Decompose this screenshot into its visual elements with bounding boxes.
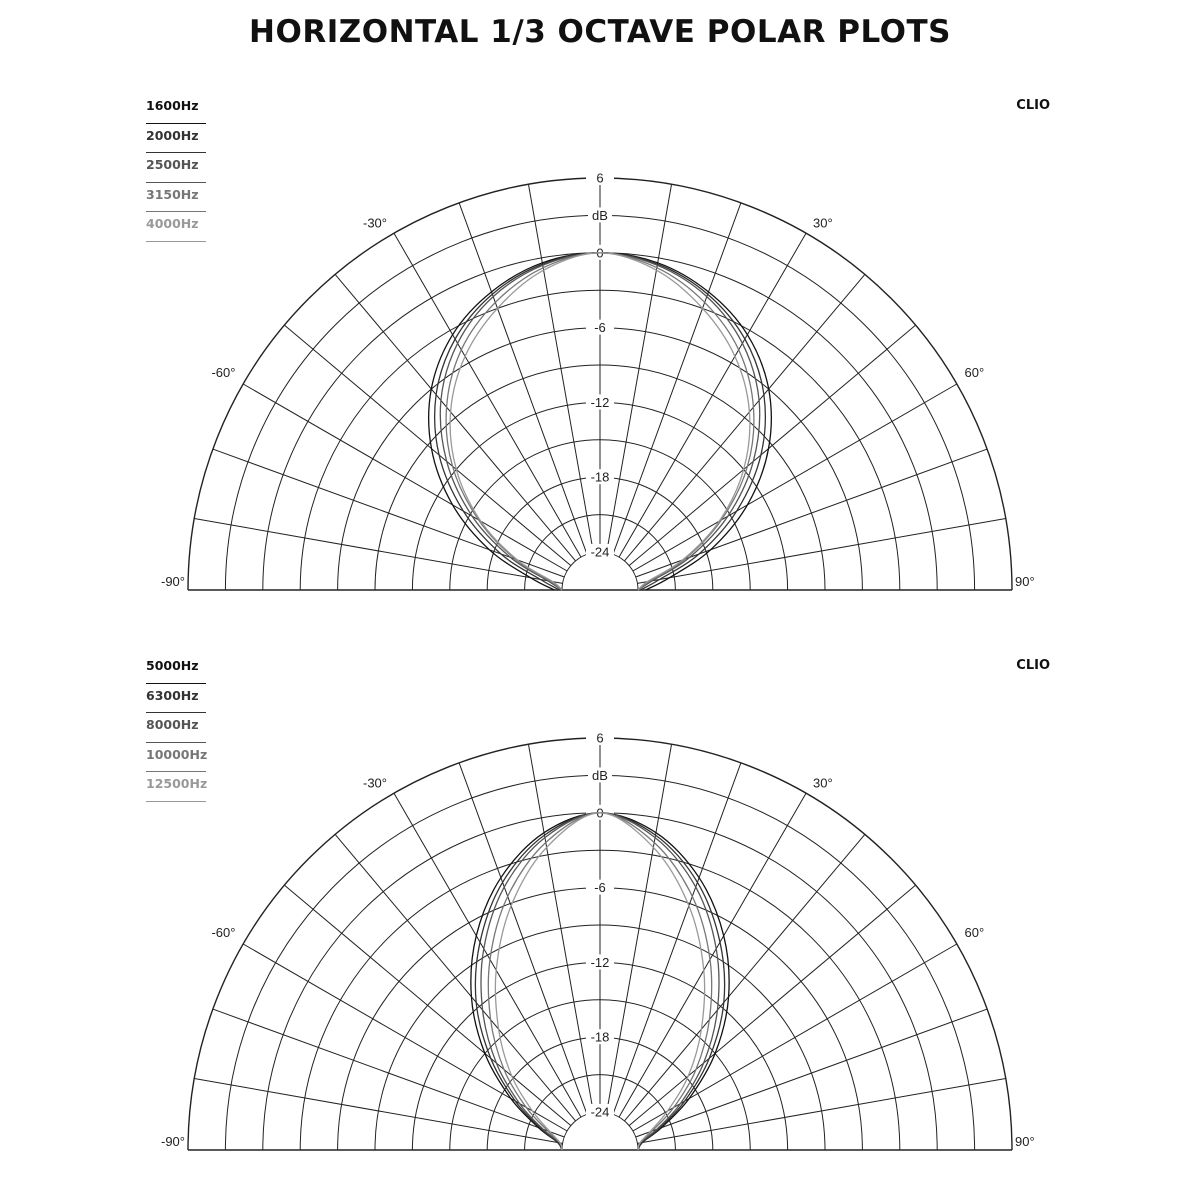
grid-spoke	[528, 744, 593, 1112]
polar-plot-panel-high	[0, 630, 1200, 1170]
radial-tick-label: -18	[590, 469, 610, 485]
grid-spoke	[607, 744, 672, 1112]
grid-spoke	[624, 274, 864, 561]
angle-tick-label: -30°	[363, 775, 387, 791]
legend-item: 5000Hz	[146, 654, 206, 684]
radial-tick-label: -18	[590, 1029, 610, 1045]
angle-tick-label: 60°	[964, 925, 985, 940]
radial-tick-label: 6	[596, 730, 604, 746]
grid-spoke	[624, 834, 864, 1121]
legend-item: 4000Hz	[146, 212, 206, 242]
angle-tick-label: -90°	[161, 574, 185, 589]
radial-tick-label: -24	[590, 544, 610, 560]
radial-tick-label: -6	[594, 880, 606, 896]
radial-unit-label: dB	[592, 767, 608, 783]
polar-plot-panel-low	[0, 70, 1200, 610]
grid-spoke	[335, 274, 575, 561]
angle-tick-label: 90°	[1015, 574, 1035, 589]
grid-spoke	[607, 184, 672, 552]
grid-spoke	[637, 1078, 1005, 1143]
angle-tick-label: -60°	[211, 365, 236, 380]
brand-label: CLIO	[1016, 658, 1050, 673]
angle-tick-label: -30°	[363, 215, 387, 231]
grid-spoke	[284, 885, 571, 1125]
grid-spoke	[629, 325, 916, 565]
radial-tick-label: -12	[590, 954, 610, 970]
radial-tick-label: 0	[596, 245, 604, 261]
grid-spoke	[335, 834, 575, 1121]
polar-grid	[188, 738, 1012, 1150]
legend-item: 3150Hz	[146, 183, 206, 213]
polar-grid	[188, 178, 1012, 590]
legend-item: 8000Hz	[146, 713, 206, 743]
page-title: HORIZONTAL 1/3 OCTAVE POLAR PLOTS	[249, 14, 951, 50]
radial-unit-label: dB	[592, 207, 608, 223]
grid-spoke	[284, 325, 571, 565]
legend-item: 2500Hz	[146, 153, 206, 183]
legend-item: 1600Hz	[146, 94, 206, 124]
radial-tick-label: 6	[596, 170, 604, 186]
legend-item: 12500Hz	[146, 772, 206, 802]
legend-low	[146, 94, 206, 242]
brand-label: CLIO	[1016, 98, 1050, 113]
radial-tick-label: -24	[590, 1104, 610, 1120]
angle-tick-label: -60°	[211, 925, 236, 940]
legend-item: 2000Hz	[146, 124, 206, 154]
grid-spoke	[194, 1078, 562, 1143]
radial-tick-label: 0	[596, 805, 604, 821]
legend-high	[146, 654, 206, 802]
angle-tick-label: 30°	[813, 215, 833, 231]
radial-tick-label: -12	[590, 394, 610, 410]
angle-tick-label: 30°	[813, 775, 833, 791]
angle-tick-label: -90°	[161, 1134, 185, 1149]
grid-spoke	[528, 184, 593, 552]
legend-item: 10000Hz	[146, 743, 206, 773]
angle-tick-label: 90°	[1015, 1134, 1035, 1149]
angle-tick-label: 60°	[964, 365, 985, 380]
radial-tick-label: -6	[594, 320, 606, 336]
grid-spoke	[629, 885, 916, 1125]
legend-item: 6300Hz	[146, 684, 206, 714]
